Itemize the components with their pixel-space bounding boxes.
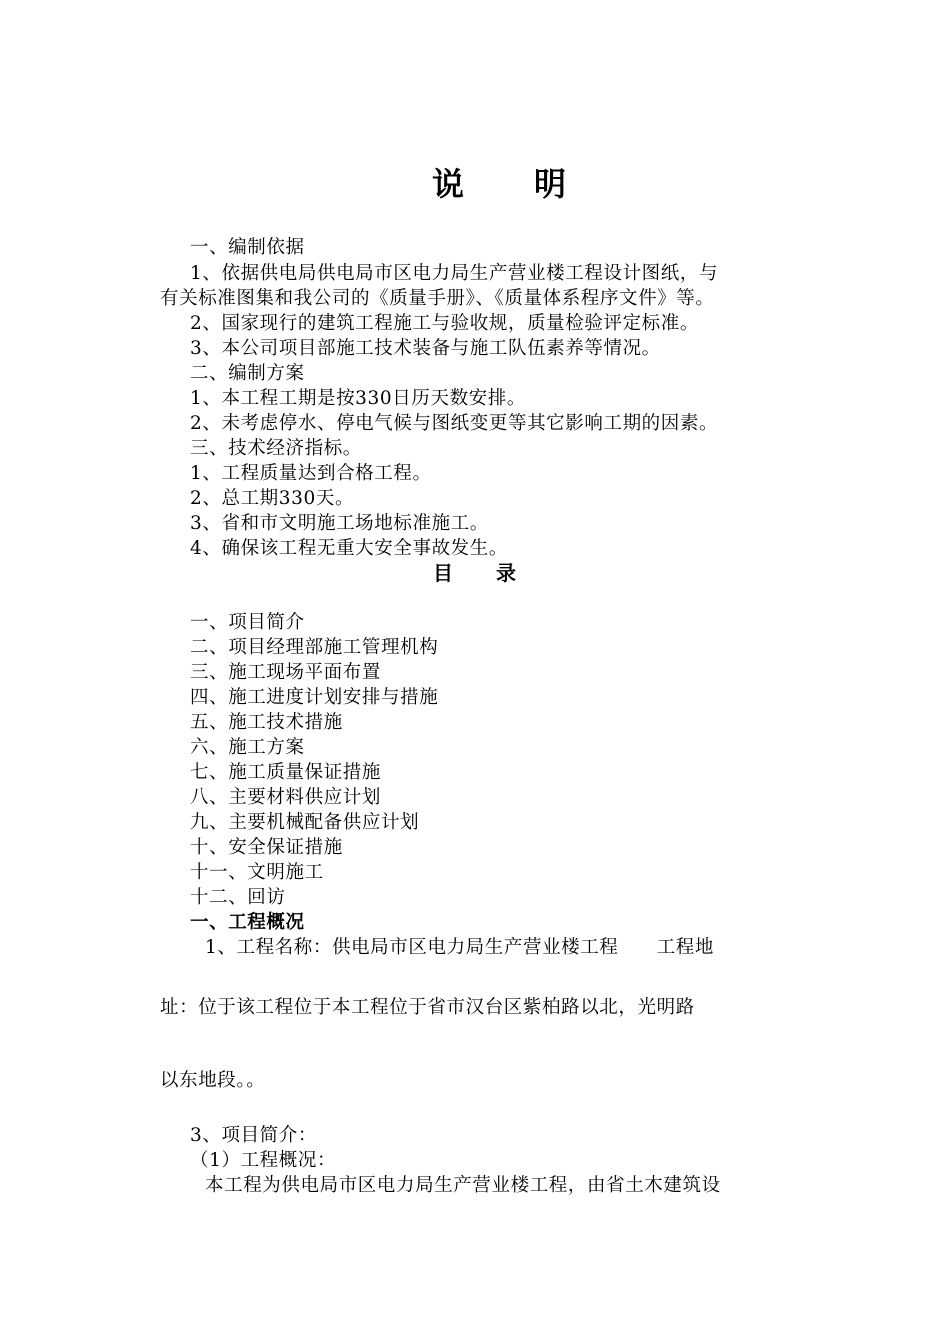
toc-item: 十二、回访 bbox=[190, 887, 286, 908]
toc-item: 十、安全保证措施 bbox=[190, 837, 343, 858]
intro-line: 一、编制依据 bbox=[190, 237, 305, 258]
intro-line: 1、本工程工期是按330日历天数安排。 bbox=[190, 388, 526, 409]
intro-line: 三、技术经济指标。 bbox=[190, 438, 362, 459]
intro-line: 3、省和市文明施工场地标准施工。 bbox=[190, 513, 489, 534]
intro-line: 3、本公司项目部施工技术装备与施工队伍素养等情况。 bbox=[190, 338, 661, 359]
intro-line: 1、依据供电局供电局市区电力局生产营业楼工程设计图纸，与 bbox=[190, 263, 719, 284]
intro-line: 2、国家现行的建筑工程施工与验收规，质量检验评定标准。 bbox=[190, 313, 699, 334]
toc-item: 七、施工质量保证措施 bbox=[190, 762, 382, 783]
intro-line: 有关标准图集和我公司的《质量手册》、《质量体系程序文件》等。 bbox=[160, 288, 715, 309]
toc-item: 四、施工进度计划安排与措施 bbox=[190, 687, 439, 708]
toc-item: 十一、文明施工 bbox=[190, 862, 324, 883]
intro-line: 二、编制方案 bbox=[190, 363, 305, 384]
intro-line: 4、确保该工程无重大安全事故发生。 bbox=[190, 538, 508, 559]
overview-text: 本工程为供电局市区电力局生产营业楼工程，由省土木建筑设 bbox=[205, 1175, 721, 1196]
intro-line: 2、总工期330天。 bbox=[190, 488, 355, 509]
toc-item: 六、施工方案 bbox=[190, 737, 305, 758]
toc-item: 三、施工现场平面布置 bbox=[190, 662, 382, 683]
project-address-line: 以东地段。。 bbox=[160, 1070, 266, 1091]
toc-item: 二、项目经理部施工管理机构 bbox=[190, 637, 439, 658]
intro-line: 2、未考虑停水、停电气候与图纸变更等其它影响工期的因素。 bbox=[190, 413, 719, 434]
page-title: 说 明 bbox=[431, 165, 568, 203]
toc-item: 一、项目简介 bbox=[190, 612, 305, 633]
toc-item: 五、施工技术措施 bbox=[190, 712, 343, 733]
toc-item: 八、主要材料供应计划 bbox=[190, 787, 382, 808]
toc-title: 目 录 bbox=[433, 561, 517, 585]
toc-item: 九、主要机械配备供应计划 bbox=[190, 812, 420, 833]
overview-label: （1）工程概况： bbox=[190, 1150, 337, 1171]
project-name-line: 1、工程名称：供电局市区电力局生产营业楼工程 工程地 bbox=[205, 937, 714, 958]
section-heading: 一、工程概况 bbox=[190, 912, 305, 933]
project-intro-label: 3、项目简介： bbox=[190, 1125, 317, 1146]
intro-line: 1、工程质量达到合格工程。 bbox=[190, 463, 432, 484]
project-address-line: 址：位于该工程位于本工程位于省市汉台区紫柏路以北，光明路 bbox=[160, 997, 695, 1018]
